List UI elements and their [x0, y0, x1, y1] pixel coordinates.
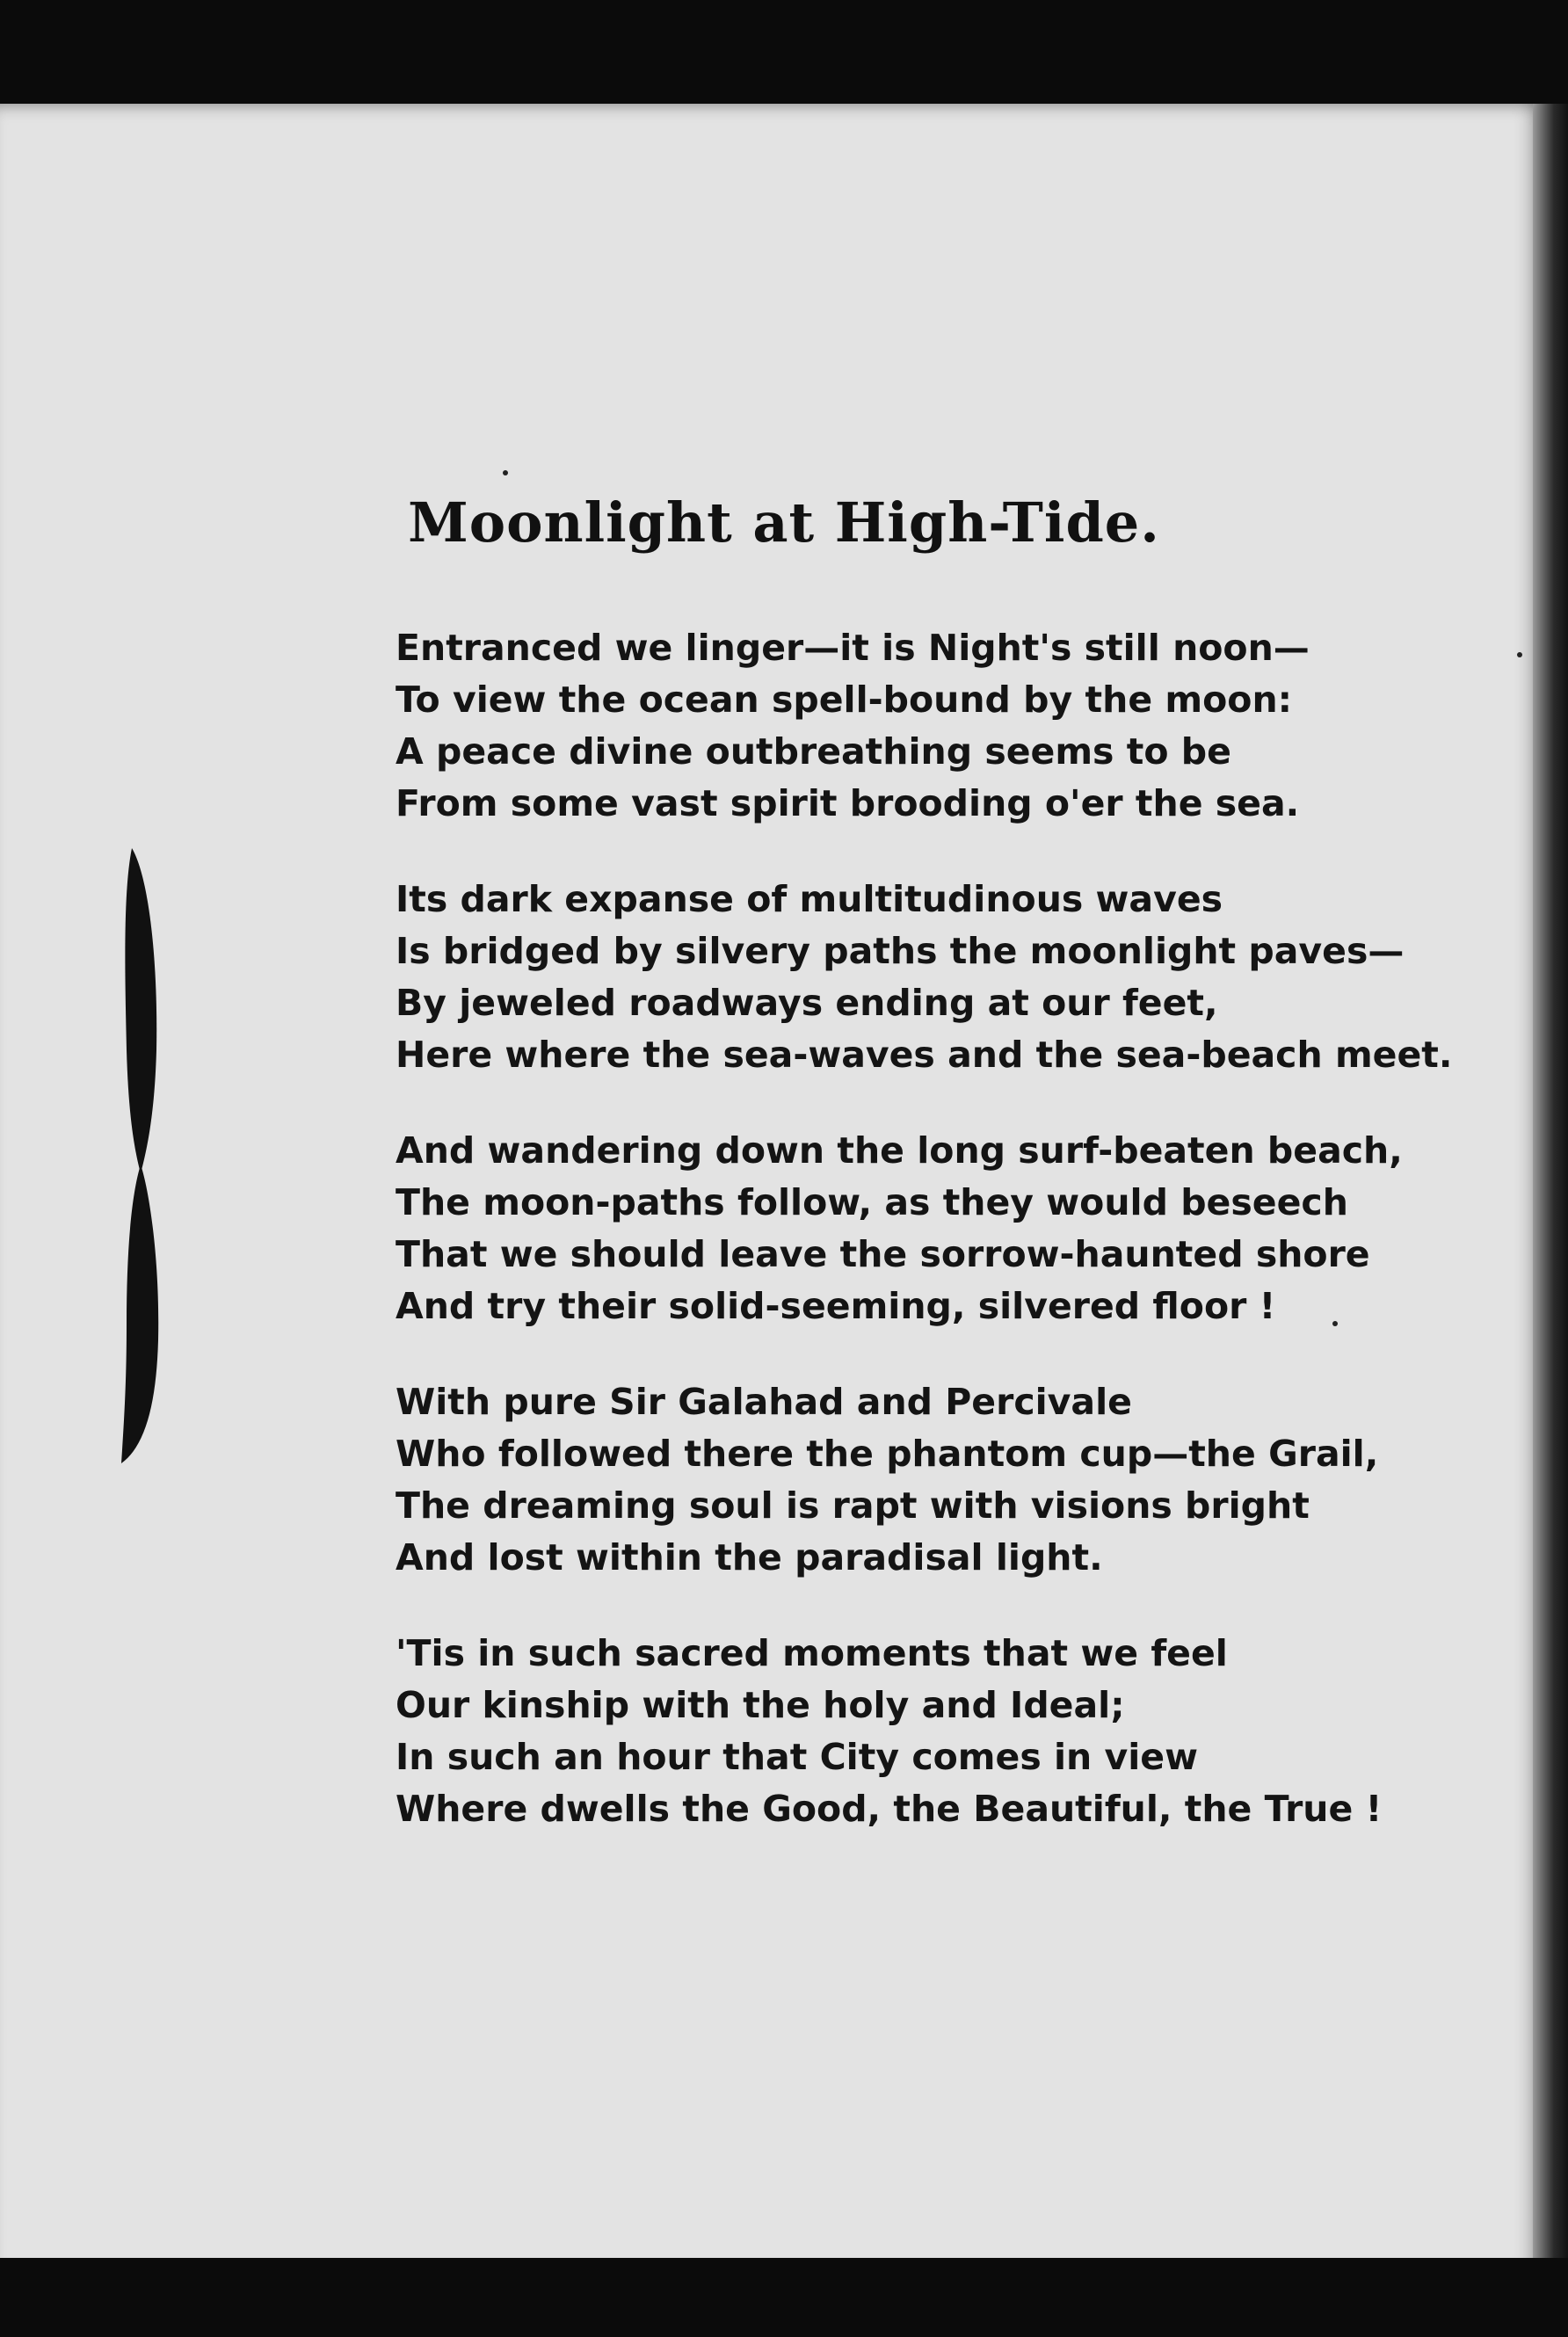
poem-title: Moonlight at High-Tide. [408, 490, 1160, 555]
poem-line: 'Tis in such sacred moments that we feel [396, 1632, 1228, 1674]
poem-line: To view the ocean spell-bound by the moon: [396, 679, 1293, 721]
stanza-5 [396, 1628, 1494, 1835]
poem-line: Is bridged by silvery paths the moonlight paves— [396, 930, 1405, 972]
poem-line: By jeweled roadways ending at our feet, [396, 982, 1218, 1024]
poem-line: That we should leave the sorrow-haunted shore [396, 1233, 1370, 1275]
poem-line: The moon-paths follow, as they would beseech [396, 1181, 1348, 1223]
stanza-4 [396, 1376, 1494, 1584]
poem-line: Where dwells the Good, the Beautiful, the True ! [396, 1788, 1383, 1830]
poem-line: The dreaming soul is rapt with visions bright [396, 1484, 1310, 1527]
poem-line: Our kinship with the holy and Ideal; [396, 1684, 1125, 1726]
poem-line: Entranced we linger—it is Night's still noon— [396, 627, 1310, 669]
binding-mark [113, 848, 167, 1463]
poem-line: And try their solid-seeming, silvered floor ! [396, 1285, 1276, 1327]
binding-mark-upper [125, 848, 156, 1173]
stanza-1 [396, 622, 1494, 830]
dust-speck [1517, 652, 1522, 657]
poem-line: And lost within the paradisal light. [396, 1536, 1103, 1579]
stanza-2 [396, 874, 1494, 1081]
poem-line: Its dark expanse of multitudinous waves [396, 878, 1223, 920]
poem-line: And wandering down the long surf-beaten beach, [396, 1129, 1403, 1172]
bottom-border [0, 2258, 1568, 2337]
poem-line: With pure Sir Galahad and Percivale [396, 1381, 1132, 1423]
page-edge-shadow [1533, 104, 1568, 2283]
binding-mark-lower [121, 1165, 158, 1463]
poem-line: Who followed there the phantom cup—the Grail, [396, 1433, 1379, 1475]
poem-line: A peace divine outbreathing seems to be [396, 730, 1231, 773]
stanza-3 [396, 1125, 1494, 1332]
poem-line: In such an hour that City comes in view [396, 1736, 1198, 1778]
dust-speck [503, 470, 508, 475]
poem-line: From some vast spirit brooding o'er the sea. [396, 782, 1300, 824]
poem-line: Here where the sea-waves and the sea-beach meet. [396, 1034, 1453, 1076]
poem-body [396, 622, 1494, 1879]
